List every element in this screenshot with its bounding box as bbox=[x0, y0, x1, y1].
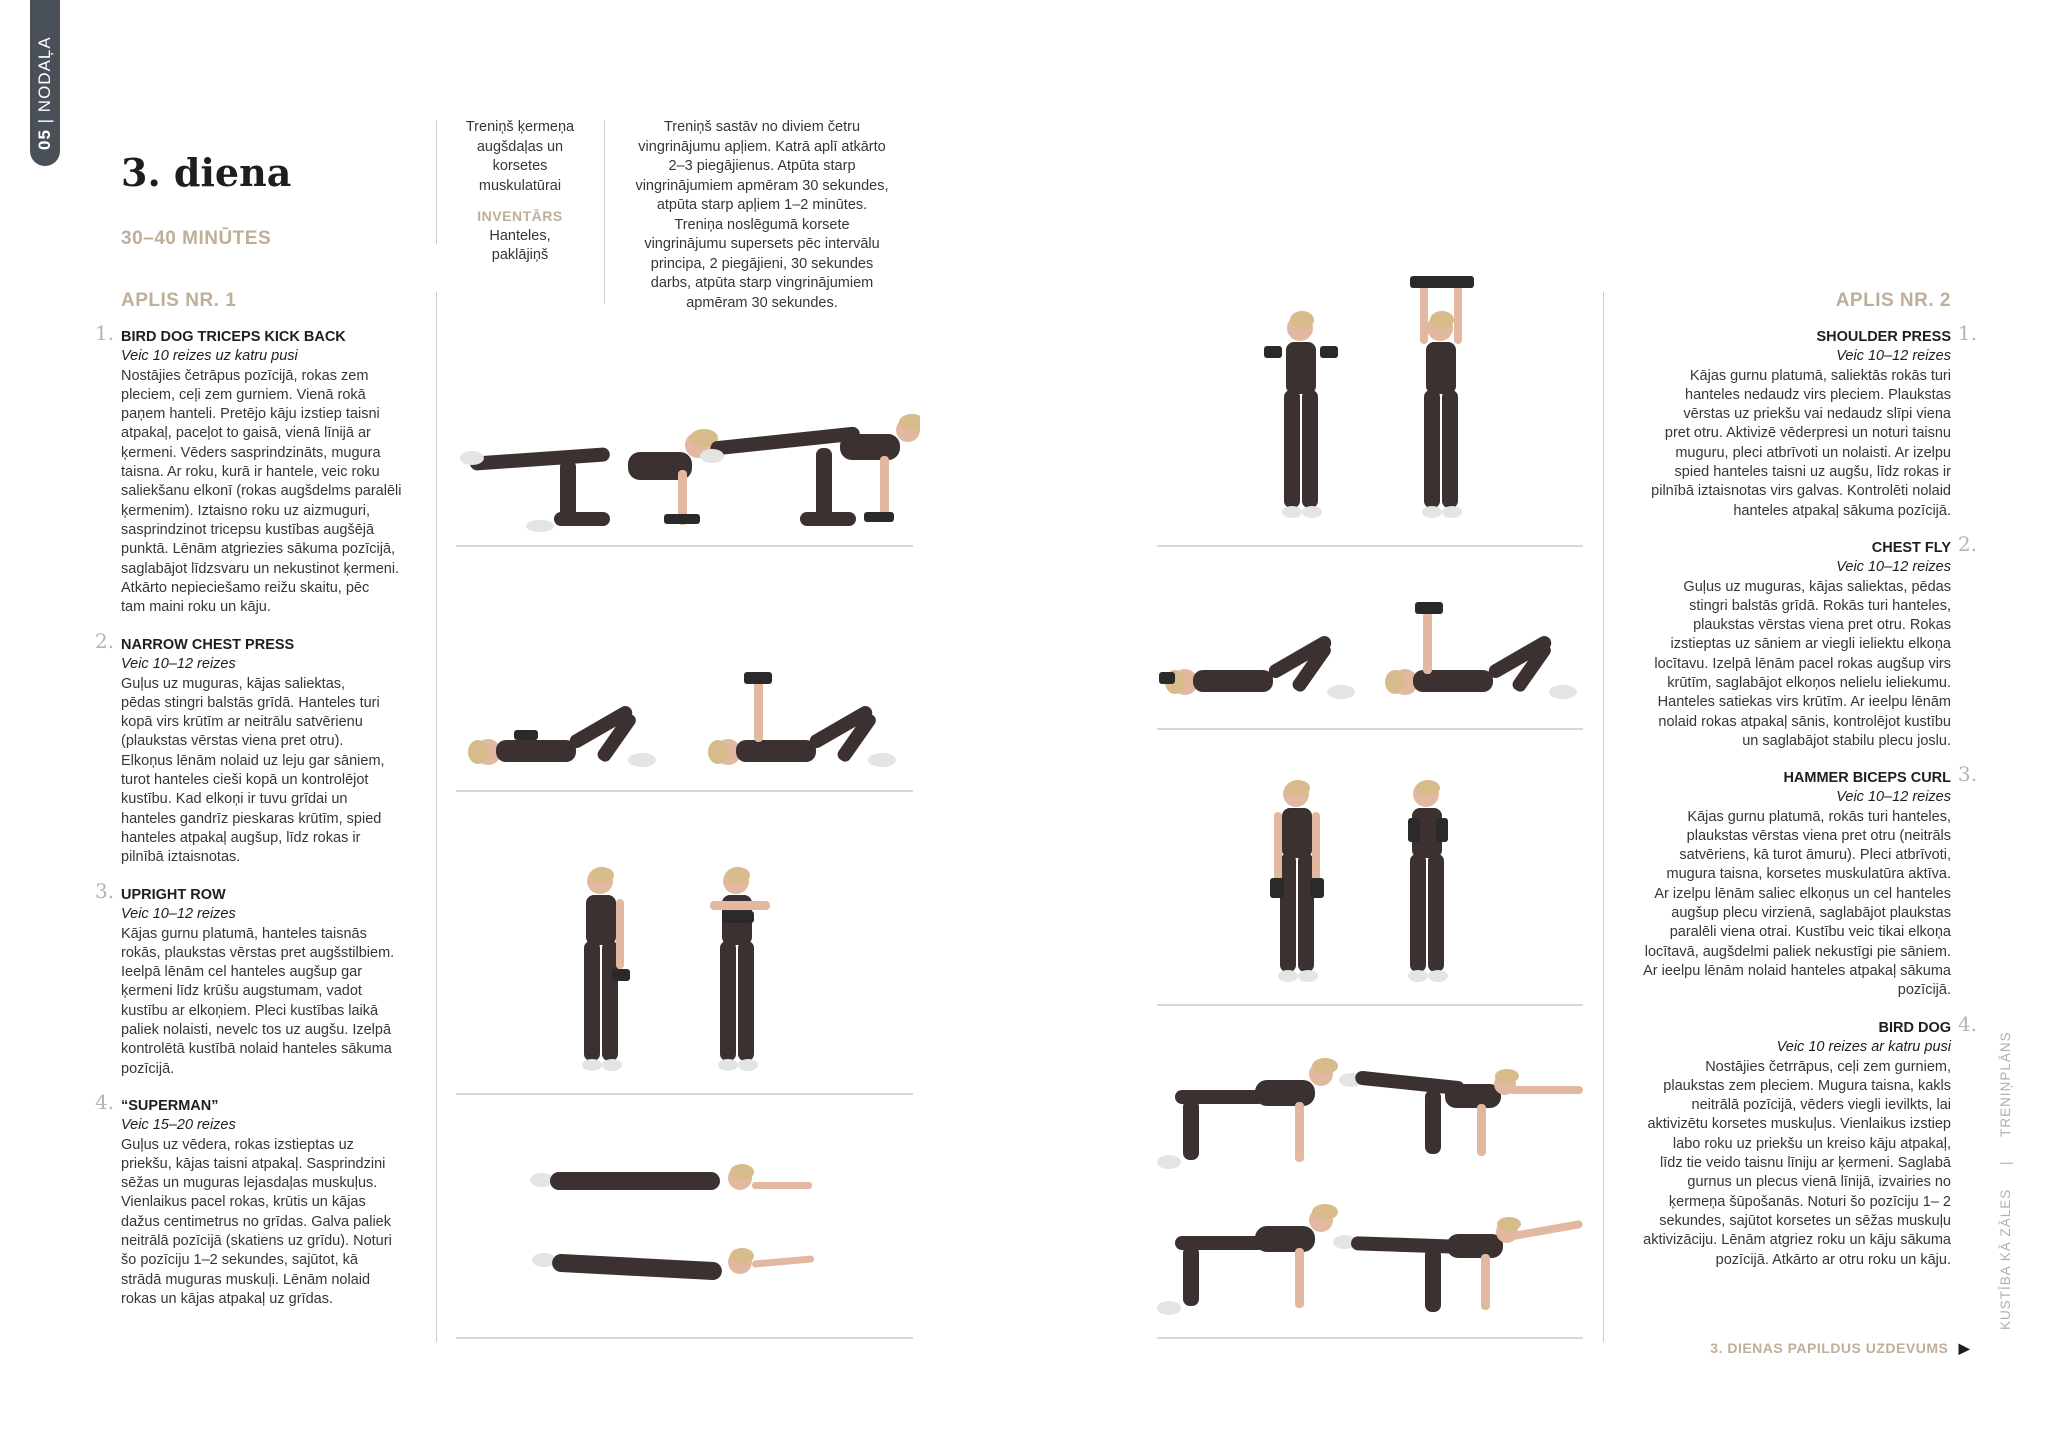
exercise-block bbox=[95, 321, 431, 617]
figure-superman-start bbox=[530, 1164, 812, 1190]
description-line: darbs, atpūta starp vingrinājumiem bbox=[650, 275, 874, 291]
exercise-text-line: paņem hanteli. Pretējo kāju izstiep taisni bbox=[121, 406, 380, 423]
inventory-heading: INVENTĀRS bbox=[477, 208, 563, 224]
exercise-text-line: šo pozīciju 1–2 sekundes, sajūtot, kā bbox=[121, 1252, 358, 1269]
exercise-text-line: hanteles atpakaļ augšup, līdz rokas ir bbox=[121, 829, 361, 846]
exercise-text-line: rokās, plaukstas vērstas pret augšstilbiem. bbox=[121, 944, 395, 961]
figure-chest-press-end bbox=[708, 672, 896, 767]
upright-row-photo bbox=[560, 865, 820, 1085]
figure-bird-dog-1 bbox=[1157, 1058, 1338, 1169]
exercise-text-line: hanteles atpakaļ sākuma pozīcijā. bbox=[1733, 502, 1951, 519]
sidebar-top: TRENIŅPLĀNS bbox=[1998, 1031, 2013, 1137]
exercise-reps: Veic 10 reizes uz katru pusi bbox=[121, 348, 298, 365]
exercise-name: BIRD DOG TRICEPS KICK BACK bbox=[121, 329, 346, 345]
exercise-text-line: ķermenim). Iztaisno roku uz aizmuguri, bbox=[121, 502, 370, 519]
exercise-text-line: plaukstas vērstas viena pret otru (neitrāls bbox=[1686, 827, 1951, 844]
chest-fly-photo bbox=[1155, 600, 1595, 720]
photo-divider bbox=[1157, 545, 1583, 547]
figure-upright-row-end bbox=[710, 867, 770, 1071]
exercise-text-line: dažus centimetrus no grīdas. Galva paliek bbox=[121, 1213, 391, 1230]
exercise-name: HAMMER BICEPS CURL bbox=[1783, 770, 1951, 786]
exercise-number: 4. bbox=[95, 1090, 115, 1114]
exercise-text-line: kontrolētā kustībā nolaid hanteles sākuma bbox=[121, 1041, 392, 1058]
exercise-text-line: turot hanteles cieši kopā un kontrolējot bbox=[121, 772, 369, 789]
exercise-reps: Veic 10–12 reizes bbox=[121, 906, 236, 923]
figure-chest-press-start bbox=[468, 703, 656, 767]
exercise-text-line: sēžas un muguras lejasdaļas muskuļus. bbox=[121, 1175, 378, 1192]
focus-line: augšdaļas un bbox=[476, 138, 564, 155]
figure-shoulder-press-end bbox=[1410, 276, 1474, 518]
exercise-text-line: vērstas uz priekšu vai nedaudz slīpi viena bbox=[1683, 406, 1951, 423]
description-line: apmēram 30 sekundes. bbox=[686, 294, 838, 311]
exercise-text-line: izstieptas uz sāniem ar viegli ieliektu elkoņa bbox=[1670, 636, 1951, 653]
description-line: atpūta starp apļiem 1–2 minūtes. bbox=[656, 197, 868, 213]
exercise-text-line: Kājas gurnu platumā, saliektās rokās turi bbox=[1689, 367, 1951, 384]
exercise-block bbox=[1601, 532, 1977, 751]
exercise-text-line: Atkārto nepieciešamo reižu skaitu, pēc bbox=[121, 579, 370, 596]
exercise-text-line: pleciem, ceļi zem gurniem. Vienā rokā bbox=[121, 386, 366, 403]
exercise-text-line: krūtīm, saglabājot elkoņos nelielu ieliekumu. bbox=[1667, 675, 1951, 692]
exercise-text-line: kopā virs krūtīm ar neitrālu satvērienu bbox=[121, 714, 363, 731]
page-title: 3. diena bbox=[121, 150, 292, 195]
exercise-text-line: kustību ar elkoņiem. Pleci kustības laikā bbox=[121, 1002, 379, 1019]
bird-dog-photo bbox=[1155, 1050, 1595, 1330]
exercise-text-line: Guļus uz vēdera, rokas izstieptas uz bbox=[121, 1136, 354, 1153]
description-line: Treniņš sastāv no diviem četru bbox=[663, 119, 861, 135]
figure-chest-fly-start bbox=[1159, 633, 1355, 699]
exercise-block bbox=[1601, 1012, 1977, 1270]
exercise-text-line: stingri balstās grīdā. Rokās turi hanteles, bbox=[1689, 597, 1951, 614]
exercise-text-line: paralēli viena otrai. Kustību veic tikai elkoņa bbox=[1669, 924, 1951, 941]
photo-divider bbox=[456, 1093, 913, 1095]
exercise-text-line: Ar izelpu lēnām saliec elkoņus un cel hanteles bbox=[1654, 885, 1951, 902]
exercise-name: UPRIGHT ROW bbox=[121, 887, 226, 903]
exercise-text-line: un saglabājot stabilu plecu joslu. bbox=[1742, 732, 1951, 749]
exercise-text-line: Guļus uz muguras, kājas saliektas, bbox=[121, 675, 346, 692]
exercise-reps: Veic 10–12 reizes bbox=[121, 656, 236, 673]
inventory-line: paklājiņš bbox=[491, 247, 549, 263]
figure-kickback-start bbox=[460, 429, 718, 532]
exercise-name: CHEST FLY bbox=[1871, 540, 1951, 556]
exercise-text-line: saliekšanu elkonī (rokas augšdelms paralēli bbox=[121, 483, 402, 500]
photo-divider bbox=[456, 790, 913, 792]
inventory-line: Hanteles, bbox=[489, 227, 551, 244]
exercise-text-line: spied hanteles taisni uz augšu, līdz rokas ir bbox=[1674, 464, 1951, 481]
exercise-text-line: pozīcijā. bbox=[1897, 982, 1951, 999]
figure-superman-end bbox=[532, 1248, 814, 1280]
exercise-reps: Veic 15–20 reizes bbox=[121, 1117, 236, 1134]
exercise-text-line: Vienlaikus pacel rokas, krūtis un kājas bbox=[121, 1194, 366, 1211]
exercise-text-line: punktā. Lēnām atgriezies sākuma pozīcijā, bbox=[121, 541, 396, 558]
superman-photo bbox=[530, 1150, 830, 1300]
exercise-text-line: aktivizētu korsetes muskuļus. Vienlaikus izstiep bbox=[1647, 1116, 1951, 1133]
exercise-text-line: rokas un kājas atpakaļ uz grīdas. bbox=[121, 1290, 333, 1307]
exercise-text-line: tam maini roku un kāju. bbox=[121, 599, 271, 616]
exercise-text-line: Ar ieelpu lēnām nolaid hanteles atpakaļ sākuma bbox=[1643, 962, 1951, 979]
exercise-text-line: pilnībā iztaisnotas virs galvas. Kontrolēti nolaid bbox=[1651, 483, 1951, 500]
exercise-text-line: sasprindzinot tricepsu kustības augšējā bbox=[121, 521, 375, 538]
exercise-text-line: pilnībā iztaisnotas. bbox=[121, 849, 241, 866]
exercise-reps: Veic 10–12 reizes bbox=[1836, 559, 1951, 576]
exercise-text-line: plaukstas vērstas viena pret otru. Rokas bbox=[1693, 617, 1951, 634]
narrow-chest-press-photo bbox=[460, 660, 920, 780]
figure-bird-dog-4 bbox=[1333, 1217, 1583, 1312]
exercise-text-line: satvēriens, kā turot āmuru). Pleci atbrīvoti, bbox=[1679, 847, 1951, 864]
exercise-name: SHOULDER PRESS bbox=[1816, 329, 1951, 345]
exercise-text-line: pozīcijā. bbox=[121, 1060, 175, 1077]
exercise-text-line: hanteles gandrīz pieskaras krūtīm, spied bbox=[121, 810, 382, 827]
exercise-name: NARROW CHEST PRESS bbox=[121, 637, 295, 653]
exercise-block bbox=[95, 879, 431, 1079]
exercise-text-line: atpakaļ, paceļot to gaisā, vienā līnijā ar bbox=[121, 425, 371, 442]
chapter-number: 05 bbox=[35, 129, 54, 150]
exercise-text-line: Elkoņus lēnām nolaid uz leju gar sāniem, bbox=[121, 752, 385, 769]
exercise-text-line: Kājas gurnu platumā, rokās turi hanteles, bbox=[1687, 808, 1951, 825]
exercise-text-line: taisna. Ar roku, kurā ir hantele, veic roku bbox=[121, 464, 380, 481]
exercise-number: 2. bbox=[1957, 532, 1977, 556]
figure-shoulder-press-start bbox=[1264, 311, 1338, 518]
exercise-number: 4. bbox=[1957, 1012, 1977, 1036]
bird-dog-kickback-photo bbox=[460, 400, 920, 540]
exercise-block bbox=[95, 1090, 431, 1309]
exercise-reps: Veic 10–12 reizes bbox=[1836, 789, 1951, 806]
figure-kickback-end bbox=[700, 414, 920, 526]
exercise-text-line: ķermeni. Vēders sasprindzināts, mugura bbox=[121, 444, 381, 461]
exercise-text-line: pret otru. Aktivizē vēderpresi un noturi taisnu bbox=[1664, 425, 1951, 442]
exercise-text-line: ķermeni līdz krūšu augstumam, vadot bbox=[121, 983, 362, 1000]
exercise-text-line: mugura taisna, korsetes muskulatūra aktīva. bbox=[1666, 866, 1951, 883]
exercise-number: 3. bbox=[1957, 762, 1977, 786]
sidebar-separator: | bbox=[1998, 1160, 2013, 1165]
description-line: vingrinājumiem apmēram 30 sekundes, bbox=[635, 177, 889, 194]
exercise-text-line: strādā muguras muskuļi. Lēnām nolaid bbox=[121, 1271, 371, 1288]
description-line: principa, 2 piegājieni, 30 sekundes bbox=[650, 255, 874, 272]
description-line: Treniņa noslēgumā korsete bbox=[674, 216, 850, 233]
exercise-name: BIRD DOG bbox=[1878, 1020, 1951, 1036]
exercise-text-line: Ieelpā lēnām cel hanteles augšup gar bbox=[121, 964, 363, 981]
arrow-right-icon: ▶ bbox=[1958, 1340, 1970, 1356]
exercise-text-line: Hanteles satiekas virs krūtīm. Ar ieelpu lēnām bbox=[1657, 694, 1951, 711]
exercise-block bbox=[1601, 762, 1977, 1001]
exercise-text-line: Nostājies četrāpus pozīcijā, rokas zem bbox=[121, 367, 369, 384]
sidebar-bottom: KUSTĪBA KĀ ZĀLES bbox=[1998, 1188, 2013, 1330]
figure-hammer-curl-start bbox=[1270, 780, 1324, 982]
photo-divider bbox=[456, 1337, 913, 1339]
shoulder-press-photo bbox=[1250, 272, 1500, 532]
description-line: vingrinājumu supersets pēc intervālu bbox=[644, 236, 880, 252]
figure-upright-row-start bbox=[582, 867, 630, 1071]
exercise-text-line: saglabājot līdzsvaru un nekustinot ķermeni. bbox=[121, 560, 400, 577]
figure-chest-fly-end bbox=[1385, 602, 1577, 699]
circuit-2-heading: APLIS NR. 2 bbox=[1835, 290, 1951, 311]
hammer-curl-photo bbox=[1250, 778, 1480, 998]
exercise-text-line: nolaid rokas atpakaļ sānis, kontrolējot kustību bbox=[1658, 713, 1951, 730]
exercise-text-line: priekšu, kājas taisni atpakaļ. Sasprindzini bbox=[121, 1155, 386, 1172]
exercise-text-line: sekundes, sajūtot korsetes un sēžas muskuļu bbox=[1659, 1212, 1951, 1229]
exercise-text-line: locītavā, augšdelmi paliek nekustīgi pie sāniem. bbox=[1644, 943, 1951, 960]
chapter-word: NODAĻA bbox=[35, 36, 54, 113]
exercise-text-line: neitrālā pozīcijā, vēders viegli ievilkts, lai bbox=[1691, 1097, 1951, 1114]
exercise-name: “SUPERMAN” bbox=[121, 1098, 219, 1114]
exercise-reps: Veic 10–12 reizes bbox=[1836, 348, 1951, 365]
divider bbox=[436, 292, 437, 1342]
next-section-label: 3. DIENAS PAPILDUS UZDEVUMS bbox=[1710, 1340, 1949, 1356]
exercise-text-line: muguru, pleci atbrīvoti un nolaisti. Ar izelpu bbox=[1675, 444, 1951, 461]
description-line: 2–3 piegājienus. Atpūta starp bbox=[668, 158, 856, 174]
figure-bird-dog-3 bbox=[1157, 1204, 1338, 1315]
exercise-text-line: (plaukstas vērstas viena pret otru). bbox=[121, 733, 344, 750]
focus-line: Treniņš ķermeņa bbox=[465, 119, 575, 135]
exercise-text-line: Nostājies četrrāpus, ceļi zem gurniem, bbox=[1705, 1058, 1951, 1075]
exercise-text-line: gurnus un plecus vienā līnijā, izvairies no bbox=[1687, 1174, 1951, 1191]
exercise-text-line: pēdas stingri balstās grīdā. Hanteles turi bbox=[121, 694, 380, 711]
focus-line: korsetes bbox=[492, 158, 548, 174]
exercise-text-line: kustību. Kad elkoņi ir tuvu grīdai un bbox=[121, 791, 348, 808]
chapter-label: 05 | NODAĻA bbox=[35, 36, 54, 150]
exercise-text-line: hanteles nedaudz virs pleciem. Plaukstas bbox=[1685, 386, 1951, 403]
sidebar-running-title bbox=[1998, 1031, 2013, 1330]
exercise-number: 3. bbox=[95, 879, 115, 903]
photo-divider bbox=[1157, 1004, 1583, 1006]
exercise-text-line: līdz tie veido taisnu līniju ar ķermeni. Saglabā bbox=[1660, 1155, 1951, 1172]
exercise-text-line: neitrālā pozīcijā (skatiens uz grīdu). Noturi bbox=[121, 1233, 392, 1250]
exercise-text-line: labo roku uz priekšu un kreiso kāju atpakaļ, bbox=[1672, 1135, 1951, 1152]
photo-divider bbox=[1157, 728, 1583, 730]
exercise-text-line: locītavu. Izelpā lēnām pacel rokas augšup virs bbox=[1654, 655, 1951, 672]
exercise-number: 1. bbox=[1957, 321, 1977, 345]
exercise-number: 2. bbox=[95, 629, 115, 653]
exercise-text-line: paliek nolaisti, nevelc tos uz augšu. Izelpā bbox=[121, 1022, 392, 1039]
exercise-reps: Veic 10 reizes ar katru pusi bbox=[1776, 1039, 1951, 1056]
exercise-text-line: aktivizāciju. Lēnām atgriez roku un kāju sākuma bbox=[1643, 1232, 1951, 1249]
divider bbox=[436, 120, 437, 244]
exercise-text-line: plaukstas zem pleciem. Mugura taisna, kakls bbox=[1663, 1077, 1951, 1094]
divider bbox=[604, 120, 605, 304]
exercise-text-line: Guļus uz muguras, kājas saliektas, pēdas bbox=[1683, 578, 1951, 595]
exercise-text-line: augšup plecu virzienā, saglabājot plaukstas bbox=[1671, 905, 1951, 922]
exercise-block bbox=[95, 629, 431, 868]
focus-block bbox=[440, 118, 600, 266]
exercise-block bbox=[1601, 321, 1977, 521]
exercise-text-line: pozīcijā. Atkārto ar otru roku un kāju. bbox=[1715, 1251, 1951, 1268]
circuit-1-heading: APLIS NR. 1 bbox=[121, 290, 237, 311]
figure-hammer-curl-end bbox=[1408, 780, 1448, 982]
focus-line: muskulatūrai bbox=[478, 177, 562, 194]
photo-divider bbox=[1157, 1337, 1583, 1339]
next-section-link[interactable] bbox=[1710, 1340, 1970, 1357]
exercise-number: 1. bbox=[95, 321, 115, 345]
exercise-text-line: Kājas gurnu platumā, hanteles taisnās bbox=[121, 925, 367, 942]
description-line: vingrinājumu apļiem. Katrā aplī atkārto bbox=[638, 138, 886, 155]
photo-divider bbox=[456, 545, 913, 547]
workout-description bbox=[612, 118, 912, 313]
duration: 30–40 MINŪTES bbox=[121, 228, 272, 249]
figure-bird-dog-2 bbox=[1339, 1069, 1583, 1156]
exercise-text-line: ķermeņa šūpošanās. Noturi šo pozīciju 1– 2 bbox=[1668, 1193, 1951, 1210]
